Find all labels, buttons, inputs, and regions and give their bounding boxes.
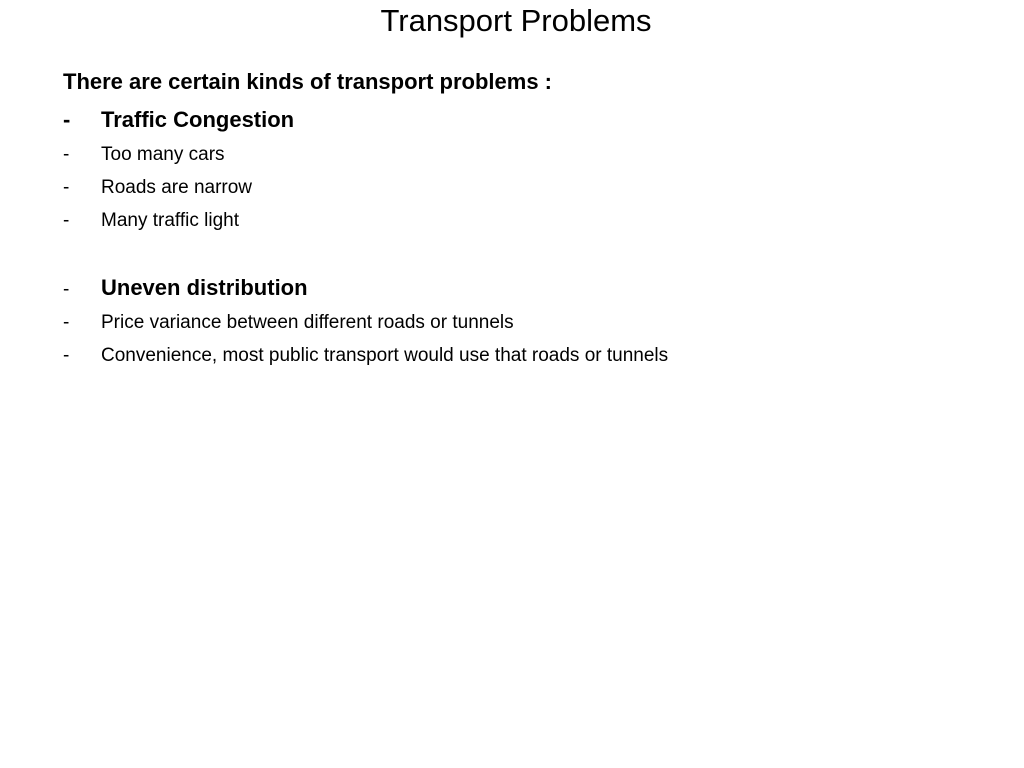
bullet-dash: -	[63, 345, 70, 366]
bullet-dash: -	[63, 107, 71, 132]
intro-text: There are certain kinds of transport problems :	[63, 69, 553, 94]
list-item-text: Many traffic light	[101, 210, 239, 231]
list-item-text: Too many cars	[101, 144, 225, 165]
list-item-text: Roads are narrow	[101, 177, 253, 198]
section-heading-text: Uneven distribution	[101, 275, 308, 300]
bullet-dash: -	[63, 177, 70, 198]
section-heading-text: Traffic Congestion	[101, 107, 295, 132]
bullet-dash: -	[63, 144, 70, 165]
bullet-dash: -	[63, 210, 70, 231]
slide-title: Transport Problems	[380, 3, 652, 38]
list-item-text: Price variance between different roads or tunnels	[101, 312, 514, 333]
bullet-dash: -	[63, 279, 70, 300]
bullet-dash: -	[63, 312, 70, 333]
list-item-text: Convenience, most public transport would use that roads or tunnels	[101, 345, 669, 366]
